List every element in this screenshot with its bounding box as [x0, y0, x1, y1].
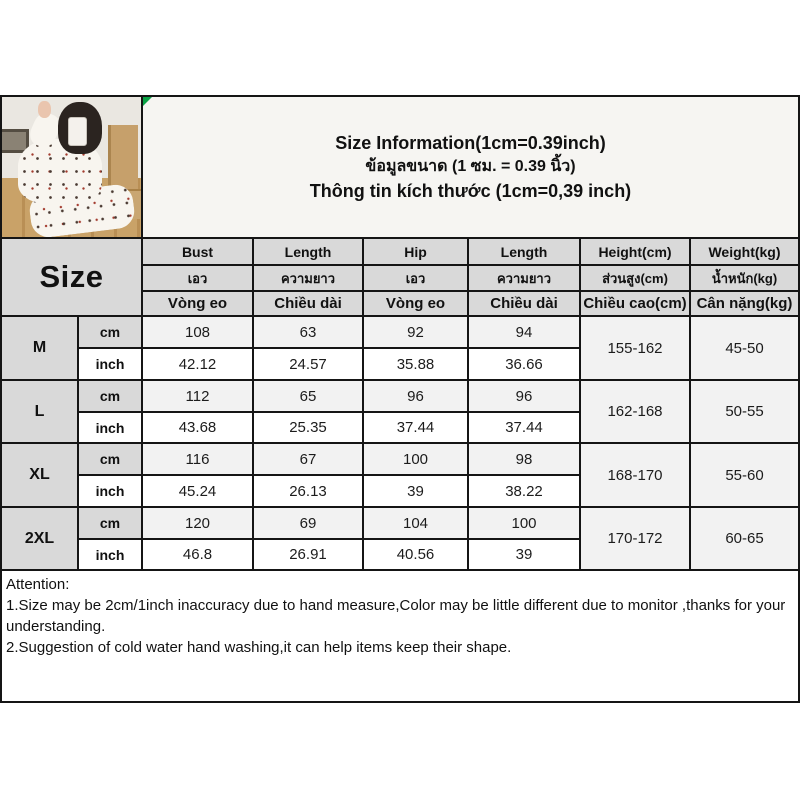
- attention-line-2: 2.Suggestion of cold water hand washing,it can help items keep their shape.: [6, 639, 512, 656]
- weight-range-cell: 45-50: [691, 317, 798, 379]
- col-header-weight-th: น้ำหนัก(kg): [691, 266, 798, 290]
- value-cell: 67: [254, 444, 362, 474]
- attention-notes: [2, 571, 798, 701]
- size-corner-header: Size: [2, 239, 141, 315]
- title-thai: ข้อมูลขนาด (1 ซม. = 0.39 นิ้ว): [365, 158, 576, 175]
- value-cell: 120: [143, 508, 252, 538]
- col-header-length2-th: ความยาว: [469, 266, 579, 290]
- col-header-weight-vi: Cân nặng(kg): [691, 292, 798, 315]
- value-cell: 94: [469, 317, 579, 347]
- value-cell: 37.44: [469, 413, 579, 442]
- value-cell: 104: [364, 508, 467, 538]
- unit-label-cm: cm: [79, 444, 141, 474]
- height-range-cell: 170-172: [581, 508, 689, 569]
- value-cell: 92: [364, 317, 467, 347]
- col-header-height-th: ส่วนสูง(cm): [581, 266, 689, 290]
- col-header-length-vi: Chiều dài: [254, 292, 362, 315]
- row-label-m: M: [2, 317, 77, 379]
- col-header-height-en: Height(cm): [581, 239, 689, 264]
- value-cell: 100: [364, 444, 467, 474]
- value-cell: 36.66: [469, 349, 579, 379]
- unit-label-inch: inch: [79, 349, 141, 379]
- value-cell: 96: [364, 381, 467, 411]
- photo-phone: [68, 117, 87, 146]
- value-cell: 63: [254, 317, 362, 347]
- col-header-bust-th: เอว: [143, 266, 252, 290]
- value-cell: 25.35: [254, 413, 362, 442]
- col-header-height-vi: Chiều cao(cm): [581, 292, 689, 315]
- unit-label-inch: inch: [79, 540, 141, 569]
- col-header-bust-en: Bust: [143, 239, 252, 264]
- value-cell: 26.13: [254, 476, 362, 506]
- col-header-hip-th: เอว: [364, 266, 467, 290]
- col-header-bust-vi: Vòng eo: [143, 292, 252, 315]
- attention-heading: Attention:: [6, 576, 70, 593]
- value-cell: 100: [469, 508, 579, 538]
- value-cell: 43.68: [143, 413, 252, 442]
- weight-range-cell: 50-55: [691, 381, 798, 442]
- weight-range-cell: 60-65: [691, 508, 798, 569]
- size-chart-sheet: [0, 95, 800, 703]
- unit-label-cm: cm: [79, 381, 141, 411]
- weight-range-cell: 55-60: [691, 444, 798, 506]
- value-cell: 112: [143, 381, 252, 411]
- value-cell: 42.12: [143, 349, 252, 379]
- value-cell: 46.8: [143, 540, 252, 569]
- col-header-hip-vi: Vòng eo: [364, 292, 467, 315]
- value-cell: 38.22: [469, 476, 579, 506]
- value-cell: 96: [469, 381, 579, 411]
- excel-corner-flag-icon: [143, 97, 152, 106]
- title-english: Size Information(1cm=0.39inch): [335, 133, 606, 153]
- height-range-cell: 168-170: [581, 444, 689, 506]
- col-header-length2-vi: Chiều dài: [469, 292, 579, 315]
- photo-box: [108, 125, 138, 189]
- title-block: [143, 97, 798, 237]
- unit-label-inch: inch: [79, 476, 141, 506]
- value-cell: 45.24: [143, 476, 252, 506]
- attention-line-1: 1.Size may be 2cm/1inch inaccuracy due to hand measure,Color may be little different due to monitor ,thanks for your understanding.: [6, 597, 786, 635]
- unit-label-inch: inch: [79, 413, 141, 442]
- row-label-l: L: [2, 381, 77, 442]
- value-cell: 35.88: [364, 349, 467, 379]
- value-cell: 65: [254, 381, 362, 411]
- unit-label-cm: cm: [79, 508, 141, 538]
- value-cell: 39: [364, 476, 467, 506]
- value-cell: 40.56: [364, 540, 467, 569]
- value-cell: 37.44: [364, 413, 467, 442]
- unit-label-cm: cm: [79, 317, 141, 347]
- product-photo: [2, 97, 141, 237]
- row-label-2xl: 2XL: [2, 508, 77, 569]
- height-range-cell: 162-168: [581, 381, 689, 442]
- title-vietnamese: Thông tin kích thước (1cm=0,39 inch): [309, 181, 632, 201]
- value-cell: 108: [143, 317, 252, 347]
- height-range-cell: 155-162: [581, 317, 689, 379]
- col-header-weight-en: Weight(kg): [691, 239, 798, 264]
- col-header-length2-en: Length: [469, 239, 579, 264]
- col-header-length-en: Length: [254, 239, 362, 264]
- col-header-hip-en: Hip: [364, 239, 467, 264]
- value-cell: 24.57: [254, 349, 362, 379]
- value-cell: 98: [469, 444, 579, 474]
- photo-peace-sign-hand: [38, 101, 51, 118]
- value-cell: 39: [469, 540, 579, 569]
- row-label-xl: XL: [2, 444, 77, 506]
- value-cell: 116: [143, 444, 252, 474]
- value-cell: 26.91: [254, 540, 362, 569]
- col-header-length-th: ความยาว: [254, 266, 362, 290]
- value-cell: 69: [254, 508, 362, 538]
